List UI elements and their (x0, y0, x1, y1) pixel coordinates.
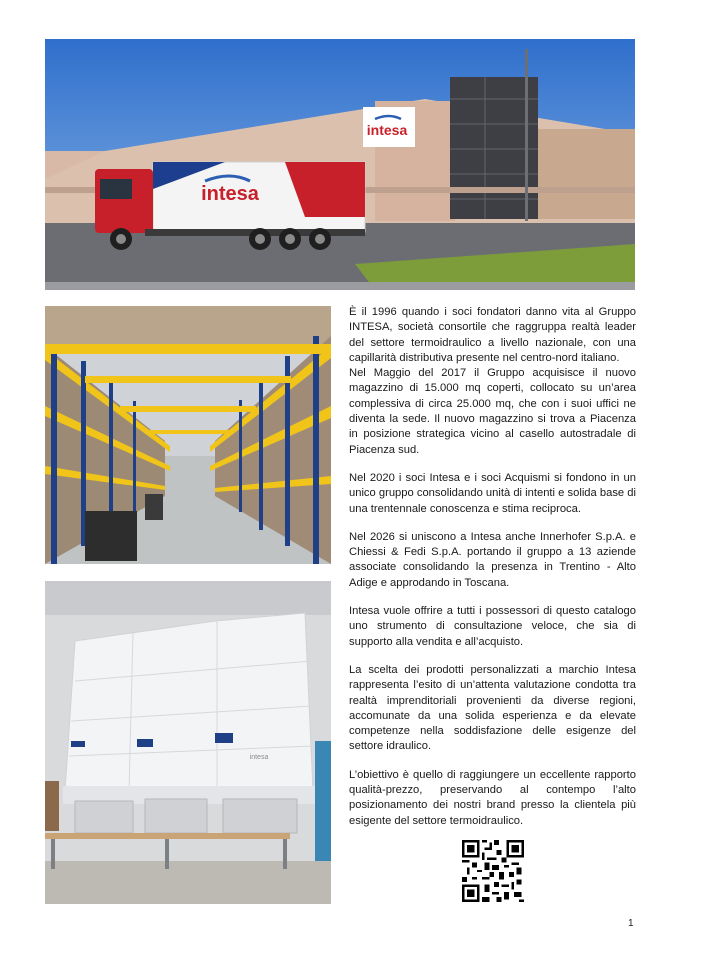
automated-storage-photo (45, 581, 331, 904)
paragraph-catalog-purpose: Intesa vuole offrire a tutti i possessori di questo catalogo uno strumento di consultazione veloce, che sia di supporto alla vendita e all’acquisto. (349, 605, 636, 648)
qr-code[interactable] (462, 840, 524, 902)
paragraph-merger-2020: Nel 2020 i soci Intesa e i soci Acquismi si fondono in un unico gruppo consolidando unità di intenti e solida base di una trentennale conoscenza e stima reciproca. (349, 471, 636, 515)
paragraph-product-selection: La scelta dei prodotti personalizzati a marchio Intesa rappresenta l’esito di un’attenta valutazione condotta tra realtà imprenditoriali provenienti da diverse regioni, accomunate da una solida esperienza e da elevate competenze nella soddisfazione delle esigenze del settore idraulico. (349, 663, 636, 753)
warehouse-aisle-photo (45, 306, 331, 564)
truck-brand-logo: intesa (201, 183, 259, 205)
building-brand-sign: intesa (366, 122, 408, 138)
storage-unit-label: intesa (249, 754, 269, 761)
paragraph-objective: L’obiettivo è quello di raggiungere un eccellente rapporto qualità-prezzo, preservando al contempo l’alto posizionamento dei nostri brand presso la clientela più esigente del settore termoidraulico. (349, 768, 636, 827)
page-number: 1 (628, 918, 634, 929)
paragraph-warehouse: Nel Maggio del 2017 il Gruppo acquisisce il nuovo magazzino di 15.000 mq coperti, collocato su un’area complessiva di circa 25.000 mq, che con i suoi uffici ne diventa la sede. Il nuovo magazzino si trova a Piacenza in posizione strategica vicino al casello autostradale di Piacenza sud. (349, 367, 636, 456)
paragraph-founding: È il 1996 quando i soci fondatori danno vita al Gruppo INTESA, società consortile che raggruppa realtà leader del settore termoidraulico a livello nazionale, con una capillarità distributiva presente nel centro-nord italiano. (349, 306, 636, 364)
paragraph-expansion-2026: Nel 2026 si uniscono a Intesa anche Innerhofer S.p.A. e Chiessi & Fedi S.p.A. portando il gruppo a 13 aziende associate consolidando la presenza in Trentino - Alto Adige e approdando in Toscana. (349, 530, 636, 589)
company-history-text (349, 305, 636, 842)
headquarters-photo (45, 39, 635, 290)
